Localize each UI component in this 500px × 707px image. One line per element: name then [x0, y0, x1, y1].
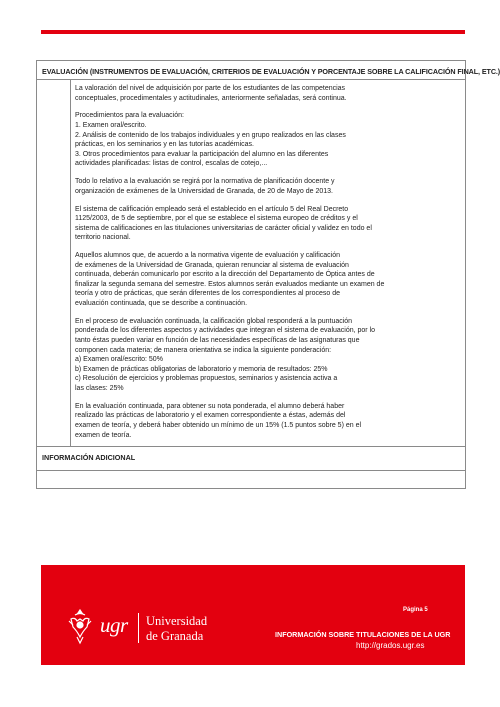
paragraph-line: 2. Análisis de contenido de los trabajos individuales y en grupo realizados en las clases	[75, 131, 346, 139]
paragraph-line: La valoración del nivel de adquisición por parte de los estudiantes de las competencias	[75, 85, 346, 92]
paragraph-line: las clases: 25%	[75, 384, 124, 392]
footer-banner	[41, 565, 465, 665]
paragraph-line: El sistema de calificación empleado será el establecido en el artículo 5 del Real Decreto	[75, 205, 349, 213]
titulaciones-info-title: INFORMACIÓN SOBRE TITULACIONES DE LA UGR	[275, 630, 451, 639]
paragraph-line: sistema de calificaciones en las titulaciones universitarias de carácter oficial y validez en todo el	[75, 224, 372, 232]
paragraph-line: Todo lo relativo a la evaluación se regirá por la normativa de planificación docente y	[75, 178, 335, 186]
paragraph-line: tanto éstas pueden variar en función de las necesidades específicas de las asignaturas que	[75, 337, 360, 344]
indent-gutter	[37, 80, 71, 446]
additional-info-body	[37, 471, 465, 488]
ugr-wordmark: ugr	[100, 613, 128, 637]
evaluation-paragraph	[75, 402, 459, 440]
evaluation-content	[71, 80, 465, 446]
top-red-rule	[41, 30, 465, 34]
paragraph-line: 1. Examen oral/escrito.	[75, 121, 147, 129]
paragraph-line: continuada, deberán comunicarlo por escrito a la dirección del Departamento de Óptica antes de	[75, 271, 375, 279]
paragraph-line: 1125/2003, de 5 de septiembre, por el que se establece el sistema europeo de créditos y el	[75, 215, 358, 223]
paragraph-line: 3. Otros procedimientos para evaluar la participación del alumno en las diferentes	[75, 150, 329, 158]
paragraph-line: En la evaluación continuada, para obtener su nota ponderada, el alumno deberá haber	[75, 402, 345, 410]
paragraph-line: de exámenes de la Universidad de Granada, quieran renunciar al sistema de evaluación	[75, 261, 349, 269]
paragraph-line: ponderada de los diferentes aspectos y actividades que integran el sistema de evaluación, por lo	[75, 327, 376, 335]
paragraph-line: teoría y otro de prácticas, que serán diferentes de los correspondientes al proceso de	[75, 290, 340, 298]
paragraph-line: evaluación continuada, que se describe a continuación.	[75, 300, 248, 308]
paragraph-line: Procedimientos para la evaluación:	[75, 112, 184, 120]
paragraph-line: conceptuales, procedimentales y actitudinales, anteriormente señaladas, será continua.	[75, 94, 347, 102]
paragraph-line: realizado las prácticas de laboratorio y el examen correspondiente a éstas, además del	[75, 412, 346, 420]
evaluation-paragraph	[75, 177, 459, 196]
paragraph-line: b) Examen de prácticas obligatorias de laboratorio y memoria de resultados: 25%	[75, 365, 328, 373]
paragraph-line: territorio nacional.	[75, 234, 131, 242]
additional-info-heading: INFORMACIÓN ADICIONAL	[37, 447, 465, 471]
evaluation-heading: EVALUACIÓN (INSTRUMENTOS DE EVALUACIÓN, CRITERIOS DE EVALUACIÓN Y PORCENTAJE SOBRE LA CALIFICACIÓN FINAL, ETC.)	[37, 61, 465, 80]
paragraph-line: En el proceso de evaluación continuada, la calificación global responderá a la puntuación	[75, 317, 353, 325]
paragraph-line: a) Examen oral/escrito: 50%	[75, 356, 163, 364]
paragraph-line: c) Resolución de ejercicios y problemas propuestos, seminarios y asistencia activa a	[75, 375, 338, 383]
page-number: Página 5	[403, 607, 428, 613]
logo-divider	[138, 613, 139, 643]
paragraph-line: finalizar la segunda semana del semestre. Estos alumnos serán evaluados mediante un examen de	[75, 280, 385, 288]
grados-url-link[interactable]: http://grados.ugr.es	[356, 641, 425, 650]
evaluation-paragraph	[75, 251, 459, 309]
paragraph-line: examen de teoría.	[75, 431, 132, 439]
paragraph-line: organización de exámenes de la Universidad de Granada, de 20 de Mayo de 2013.	[75, 187, 334, 195]
university-name-line2: de Granada	[146, 629, 204, 643]
paragraph-line: prácticas, en los seminarios y en las tutorías académicas.	[75, 141, 254, 149]
paragraph-line: Aquellos alumnos que, de acuerdo a la normativa vigente de evaluación y calificación	[75, 252, 340, 260]
evaluation-paragraph	[75, 317, 459, 394]
paragraph-line: examen de teoría, y deberá haber obtenido un mínimo de un 15% (1.5 puntos sobre 5) en el	[75, 421, 362, 429]
university-crest-icon	[65, 607, 95, 647]
ugr-logo[interactable]	[65, 607, 217, 647]
evaluation-paragraph	[75, 111, 459, 169]
paragraph-line: componen cada materia; de manera orientativa se indica la siguiente ponderación:	[75, 346, 332, 354]
evaluation-paragraph	[75, 84, 459, 103]
evaluation-paragraph	[75, 205, 459, 243]
paragraph-line: actividades planificadas: listas de control, escalas de cotejo,...	[75, 160, 268, 168]
evaluation-body	[37, 80, 465, 447]
university-name-line1: Universidad	[146, 614, 208, 628]
evaluation-table	[36, 60, 500, 489]
